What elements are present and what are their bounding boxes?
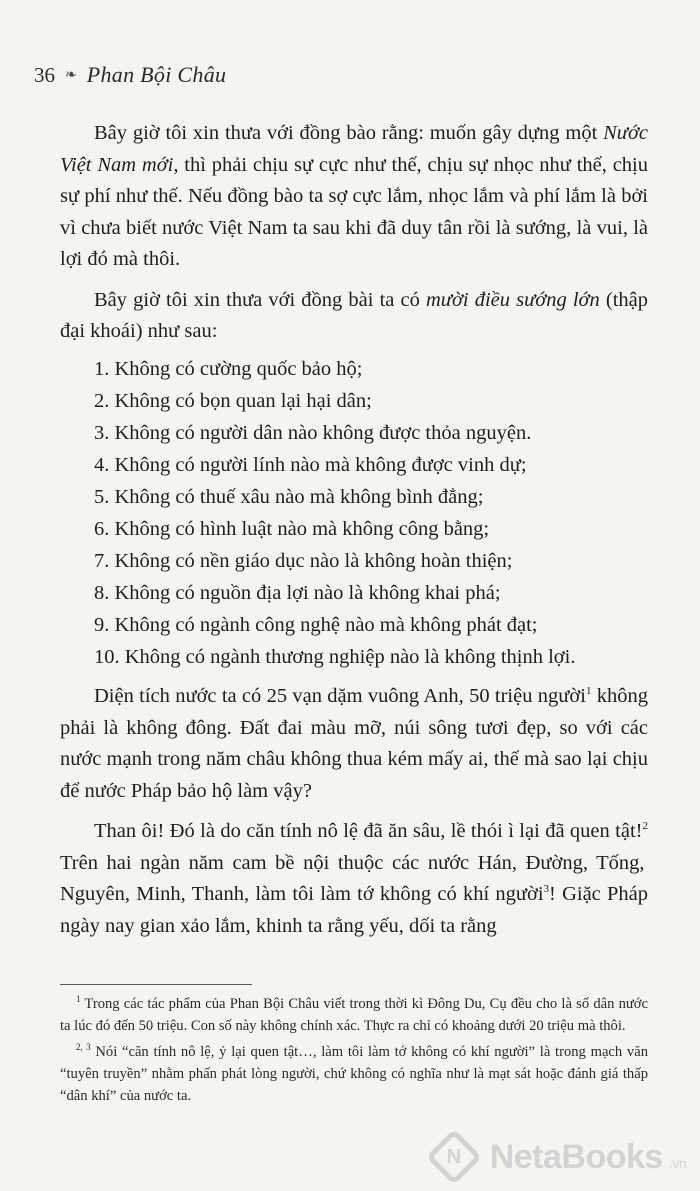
ten-joys-list bbox=[60, 354, 648, 674]
list-item: 7. Không có nền giáo dục nào là không hoàn thiện; bbox=[94, 549, 513, 572]
footnote-mark: 2, 3 bbox=[76, 1042, 91, 1053]
paragraph-2: Bây giờ tôi xin thưa với đồng bài ta có mười điều sướng lớn (thập đại khoái) như sau: bbox=[60, 288, 648, 342]
list-item: 4. Không có người lính nào mà không được vinh dự; bbox=[94, 453, 527, 476]
list-item: 1. Không có cường quốc bảo hộ; bbox=[94, 357, 363, 380]
footnote-divider bbox=[60, 984, 252, 985]
netabooks-logo-icon: N bbox=[425, 1129, 482, 1186]
list-item: 6. Không có hình luật nào mà không công bằng; bbox=[94, 517, 490, 540]
list-item: 10. Không có ngành thương nghiệp nào là không thịnh lợi. bbox=[94, 645, 576, 668]
main-text bbox=[60, 118, 648, 951]
list-item: 3. Không có người dân nào không được thỏa nguyện. bbox=[94, 421, 532, 444]
page-header bbox=[34, 62, 226, 88]
italic-phrase: mười điều sướng lớn bbox=[425, 288, 600, 311]
netabooks-watermark bbox=[434, 1137, 686, 1177]
watermark-suffix: .vn bbox=[668, 1155, 686, 1171]
paragraph-3: Diện tích nước ta có 25 vạn dặm vuông Anh, 50 triệu người$^1$ không phải là không đông. Đất đai màu mỡ, núi sông tươi đẹp, so với các nước mạnh trong năm châu không thua kém mấy ai, thế mà sao lại chịu để nước Pháp bảo hộ làm vậy? bbox=[60, 685, 648, 802]
running-title: Phan Bội Châu bbox=[86, 62, 227, 87]
list-item: 8. Không có nguồn địa lợi nào là không khai phá; bbox=[94, 581, 501, 604]
footnotes bbox=[60, 993, 648, 1111]
footnote-2-3: $^{2, 3}$ Nói “căn tính nô lệ, ỷ lại quen tật…, làm tôi làm tớ không có khí người” là trong mạch văn “tuyên truyền” nhằm phấn phát lòng người, chứ không có nghĩa như là mạt sát hoặc đánh giá thấp “dân khí” của nước ta. bbox=[60, 1042, 649, 1104]
fleuron-icon: ❧ bbox=[65, 67, 77, 83]
italic-phrase: Nước Việt Nam mới, bbox=[60, 122, 648, 176]
footnote-ref: 3 bbox=[543, 883, 550, 896]
list-item: 2. Không có bọn quan lại hại dân; bbox=[94, 389, 372, 412]
paragraph-4: Than ôi! Đó là do căn tính nô lệ đã ăn sâu, lề thói ì lại đã quen tật!$^2$ Trên hai ngàn năm cam bề nội thuộc các nước Hán, Đường, Tống, Nguyên, Minh, Thanh, làm tôi làm tớ không có khí người$^3$! Giặc Pháp ngày nay gian xảo lắm, khinh ta rằng yếu, dối ta rằng bbox=[60, 820, 648, 937]
footnote-ref: 1 bbox=[585, 685, 592, 698]
page-number: 36 bbox=[34, 62, 55, 87]
footnote-mark: 1 bbox=[76, 994, 81, 1005]
list-item: 5. Không có thuế xâu nào mà không bình đẳng; bbox=[94, 485, 484, 508]
footnote-ref: 2 bbox=[642, 820, 648, 833]
footnote-1: $^1$ Trong các tác phẩm của Phan Bội Châu viết trong thời kì Đông Du, Cụ đều cho là số dân nước ta lúc đó đến 50 triệu. Con số này không chính xác. Thực ra chỉ có khoảng dưới 20 triệu mà thôi. bbox=[60, 994, 648, 1034]
list-item: 9. Không có ngành công nghệ nào mà không phát đạt; bbox=[94, 613, 538, 636]
paragraph-1: Bây giờ tôi xin thưa với đồng bào rằng: muốn gây dựng một Nước Việt Nam mới, thì phải chịu sự cực như thế, chịu sự nhọc như thế, chịu sự phí như thế. Nếu đồng bào ta sợ cực lắm, nhọc lắm và phí lắm là bởi vì chưa biết nước Việt Nam ta sau khi đã duy tân rồi là sướng, là vui, là lợi đó mà thôi. bbox=[60, 122, 648, 270]
watermark-brand: NetaBooks bbox=[489, 1137, 663, 1176]
